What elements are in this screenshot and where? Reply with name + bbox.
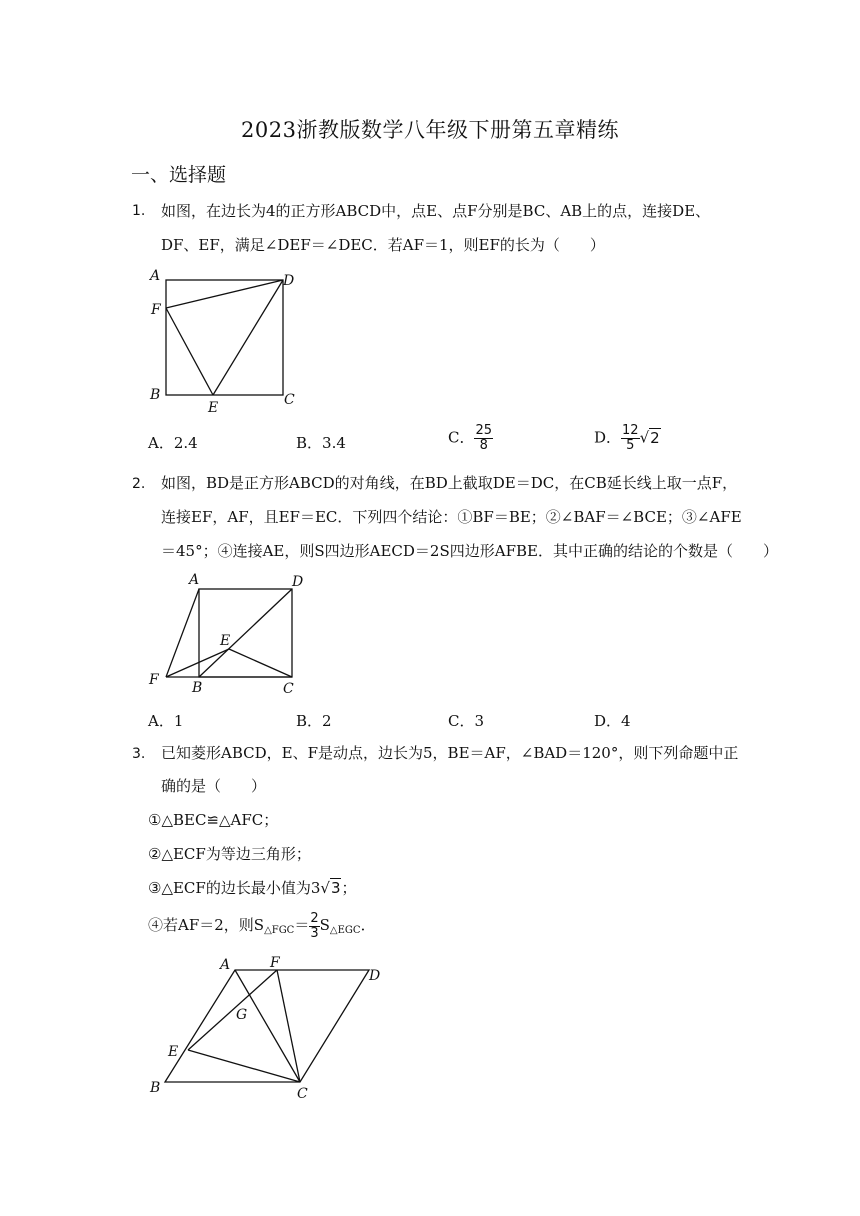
square-diagonal-figure-q2	[140, 568, 315, 700]
question-number: 3.	[132, 746, 146, 762]
point-label: E	[208, 400, 219, 416]
statement-3: ③△ECF的边长最小值为3√3；	[148, 879, 357, 897]
option-b: B．3.4	[296, 434, 346, 452]
question-text: ＝45°；④连接AE，则S四边形AECD＝2S四边形AFBE．其中正确的结论的个数是（ ）	[161, 542, 778, 560]
option-d: D．4	[594, 712, 631, 730]
point-label: C	[283, 681, 294, 697]
point-label: C	[297, 1086, 308, 1102]
point-label: B	[192, 680, 203, 696]
question-text: 连接EF，AF，且EF＝EC．下列四个结论：①BF＝BE；②∠BAF＝∠BCE；③∠AFE	[161, 508, 742, 526]
question-number: 2.	[132, 476, 146, 492]
point-label: B	[150, 387, 161, 403]
option-c: C． $\frac{25}{8}$	[448, 423, 493, 453]
point-label: C	[284, 392, 295, 408]
option-b: B．2	[296, 712, 332, 730]
point-label: D	[292, 574, 304, 590]
option-d: D． $\frac{12}{5}$ √2	[594, 423, 660, 453]
point-label: E	[220, 633, 231, 649]
statement-4: ④若AF＝2，则$S_{\triangle FGC}=$ $\frac{2}{3}$ $S_{\triangle EGC}$．	[148, 910, 376, 941]
option-a: A．2.4	[148, 434, 198, 452]
point-label: D	[369, 968, 381, 984]
point-label: F	[149, 672, 159, 688]
question-text: 如图，BD是正方形ABCD的对角线，在BD上截取DE＝DC，在CB延长线上取一点F，	[161, 474, 738, 492]
question-number: 1.	[132, 203, 146, 219]
point-label: A	[220, 957, 231, 973]
square-figure-q1	[140, 262, 310, 420]
option-c: C．3	[448, 712, 485, 730]
point-label: F	[151, 302, 161, 318]
section-heading: 一、选择题	[131, 164, 227, 186]
rhombus-figure-q3	[140, 950, 400, 1105]
question-text: 已知菱形ABCD，E、F是动点，边长为5，BE＝AF，∠BAD＝120°，则下列命题中正	[161, 744, 739, 762]
statement-1: ①△BEC≌△AFC；	[148, 811, 279, 829]
option-a: A．1	[148, 712, 184, 730]
point-label: D	[283, 273, 295, 289]
page-title: 2023浙教版数学八年级下册第五章精练	[241, 118, 619, 142]
point-label: G	[236, 1007, 248, 1023]
question-text: DF、EF，满足∠DEF＝∠DEC．若AF＝1，则EF的长为（ ）	[161, 236, 605, 254]
statement-2: ②△ECF为等边三角形；	[148, 845, 311, 863]
point-label: A	[150, 268, 161, 284]
point-label: F	[270, 955, 280, 971]
question-text: 确的是（ ）	[161, 777, 267, 795]
point-label: E	[168, 1044, 179, 1060]
point-label: A	[189, 572, 200, 588]
point-label: B	[150, 1080, 161, 1096]
question-text: 如图，在边长为4的正方形ABCD中，点E、点F分别是BC、AB上的点，连接DE、	[161, 202, 711, 220]
